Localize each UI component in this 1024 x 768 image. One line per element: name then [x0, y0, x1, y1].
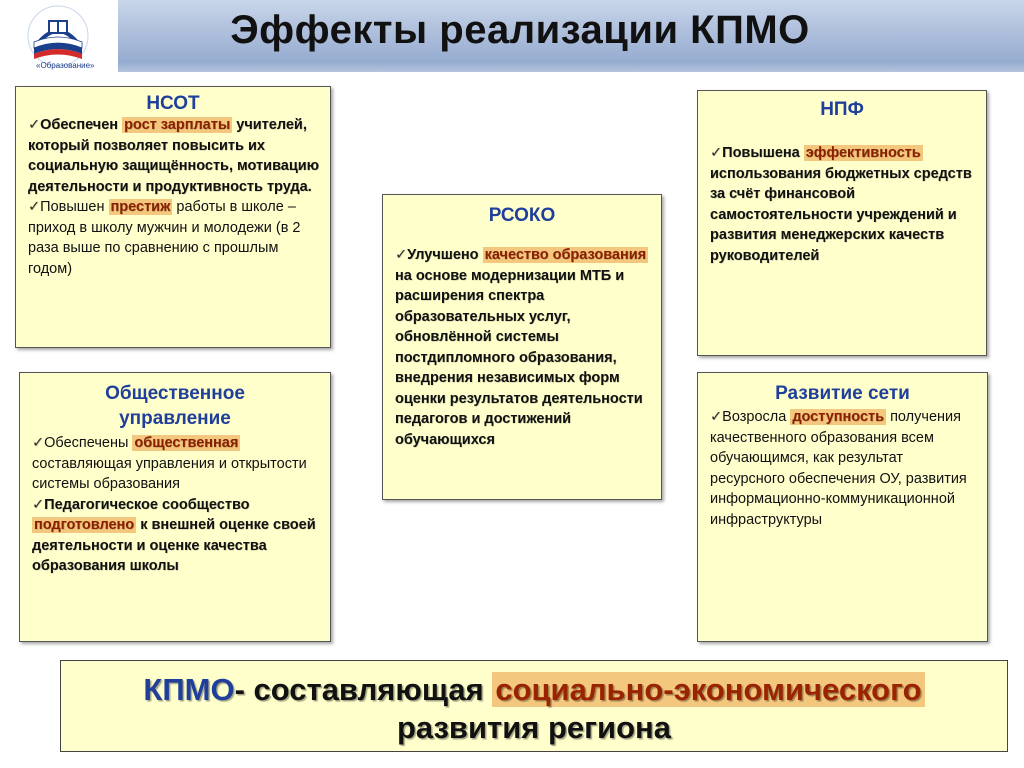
- nsot-p1-highlight: рост зарплаты: [124, 117, 231, 133]
- logo-caption: «Образование»: [36, 61, 95, 70]
- check-icon: ✓: [28, 117, 41, 133]
- bottom-statement: [60, 660, 1008, 752]
- network-body: [698, 407, 987, 530]
- network-p1-highlight: доступность: [792, 409, 885, 425]
- network-p1-lead: Возросла: [722, 409, 787, 425]
- nsot-p2-highlight: престиж: [110, 199, 171, 215]
- page-title: Эффекты реализации КПМО: [230, 8, 810, 52]
- public-point-1: [32, 433, 320, 495]
- npf-title: НПФ: [820, 99, 864, 120]
- check-icon: ✓: [28, 199, 41, 215]
- bottom-dash-text: - составляющая: [234, 672, 484, 707]
- public-governance-body: [20, 433, 330, 577]
- nsot-point-2: [28, 197, 320, 279]
- rsoko-box: [382, 194, 662, 500]
- public-point-2: [32, 495, 320, 577]
- check-icon: ✓: [710, 409, 723, 425]
- nsot-p1-lead: Обеспечен: [40, 117, 119, 133]
- check-icon: ✓: [32, 496, 45, 513]
- check-icon: ✓: [710, 145, 723, 161]
- npf-p1-text: использования бюджетных средств за счёт финансовой самостоятельности учреждений и развития менеджерских качеств руководителей: [710, 165, 972, 264]
- public-p1-text: составляющая управления и открытости системы образования: [32, 455, 307, 492]
- public-governance-box: [19, 372, 331, 642]
- nsot-title: НСОТ: [146, 93, 200, 114]
- public-p2-text: к внешней оценке своей деятельности и оценке качества образования школы: [32, 517, 316, 574]
- public-p2-highlight: подготовлено: [34, 517, 135, 533]
- rsoko-title: РСОКО: [488, 205, 556, 226]
- npf-p1-highlight: эффективность: [805, 145, 921, 161]
- nsot-body: [16, 115, 330, 279]
- rsoko-body: [383, 245, 661, 450]
- public-p1-lead: Обеспечены: [44, 435, 129, 451]
- nsot-p2-lead: Повышен: [40, 199, 105, 215]
- network-p1-text: получения качественного образования всем обучающимся, как результат ресурсного обеспечения ОУ, развития информационно-коммуникационной инфраструктуры: [710, 409, 967, 528]
- public-p2-lead: Педагогическое сообщество: [44, 496, 250, 513]
- network-box: [697, 372, 988, 642]
- public-governance-title: Общественное управление: [105, 383, 245, 429]
- npf-body: [698, 143, 986, 266]
- nsot-box: [15, 86, 331, 348]
- rsoko-p1-text: на основе модернизации МТБ и расширения спектра образовательных услуг, обновлённой системы постдипломного образования, внедрения независимых форм оценки результатов деятельности педагогов и достижений обучающихся: [395, 267, 643, 448]
- public-p1-highlight: общественная: [134, 435, 239, 451]
- national-projects-logo: [4, 2, 116, 72]
- nsot-p1-text: учителей, который позволяет повысить их социальную защищённость, мотивацию деятельности и продуктивность труда.: [28, 117, 320, 195]
- check-icon: ✓: [32, 435, 45, 451]
- rsoko-p1-lead: Улучшено: [407, 247, 479, 263]
- npf-p1-lead: Повышена: [722, 145, 800, 161]
- nsot-p2-text: работы в школе – приход в школу мужчин и молодежи (в 2 раза выше по сравнению с прошлым годом): [28, 199, 301, 277]
- check-icon: ✓: [395, 247, 408, 263]
- rsoko-p1-highlight: качество образования: [484, 247, 647, 263]
- nsot-point-1: [28, 115, 320, 197]
- network-title: Развитие сети: [775, 383, 910, 404]
- bottom-tail: развития региона: [396, 710, 672, 745]
- bottom-kpmo: КПМО: [143, 672, 235, 707]
- bottom-highlight: социально-экономического: [492, 672, 924, 707]
- npf-box: [697, 90, 987, 356]
